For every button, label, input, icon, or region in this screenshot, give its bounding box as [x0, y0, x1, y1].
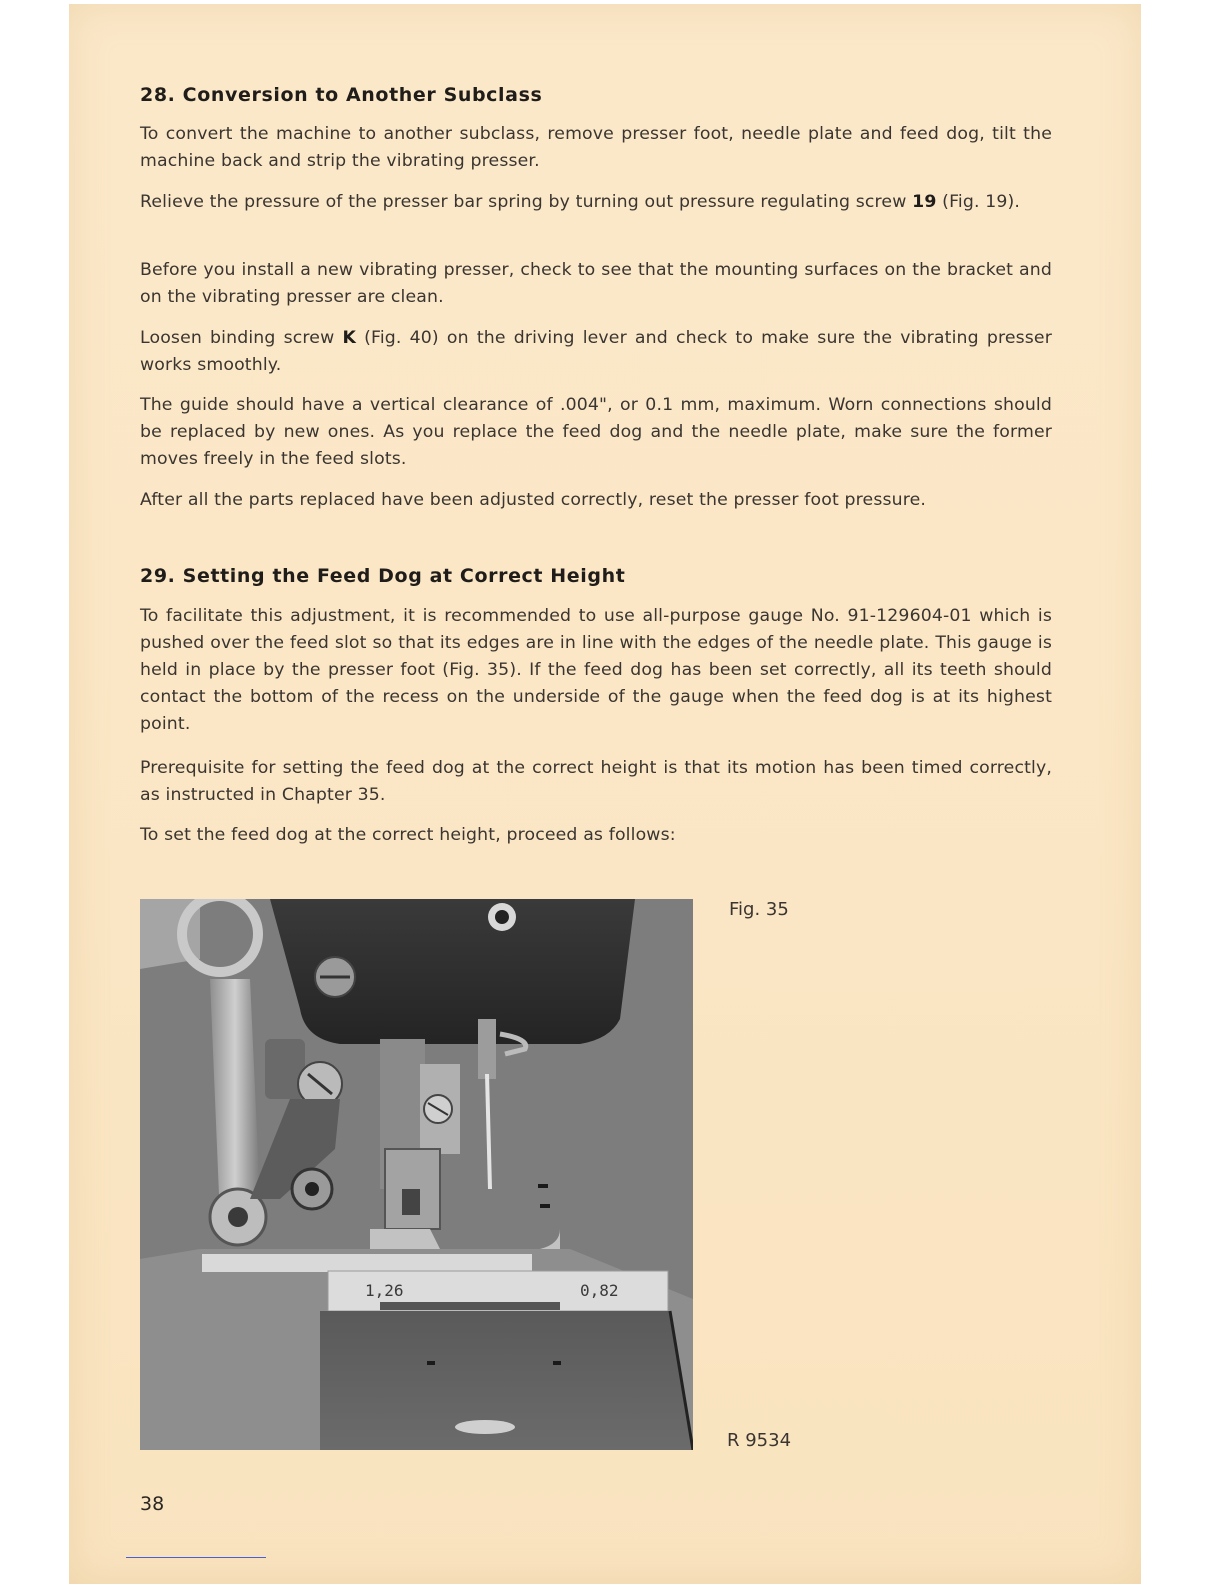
section-29-paragraph-2: Prerequisite for setting the feed dog at the correct height is that its motion has been timed correctly, as instructed in Chapter 35. — [140, 758, 1052, 805]
section-28-heading: 28. Conversion to Another Subclass — [140, 84, 543, 106]
sewing-machine-presser-foot-illustration — [140, 899, 693, 1450]
figure-35-photo — [140, 899, 693, 1450]
section-28-paragraph-6: After all the parts replaced have been adjusted correctly, reset the presser foot pressure. — [140, 490, 927, 510]
footer-rule — [126, 1557, 266, 1558]
gauge-label-right: 0,82 — [580, 1281, 619, 1300]
section-28-paragraph-4 — [140, 325, 1052, 379]
binding-screw-letter: K — [342, 328, 356, 348]
section-28-paragraph-3: Before you install a new vibrating presser, check to see that the mounting surfaces on the bracket and on the vibrating presser are clean. — [140, 260, 1052, 307]
figure-reference: R 9534 — [727, 1430, 792, 1451]
gauge-label-left: 1,26 — [365, 1281, 404, 1300]
section-28-paragraph-1: To convert the machine to another subclass, remove presser foot, needle plate and feed dog, tilt the machine back and strip the vibrating presser. — [140, 124, 1052, 171]
figure-label: Fig. 35 — [729, 899, 789, 920]
section-28-paragraph-2 — [140, 189, 1052, 216]
screw-number: 19 — [912, 192, 937, 212]
paragraph-2-text: Relieve the pressure of the presser bar spring by turning out pressure regulating screw — [140, 192, 907, 212]
section-29-paragraph-3: To set the feed dog at the correct height, proceed as follows: — [140, 825, 676, 845]
paragraph-2-figref: (Fig. 19). — [942, 192, 1021, 212]
section-29-heading: 29. Setting the Feed Dog at Correct Height — [140, 565, 626, 587]
section-29-paragraph-1: To facilitate this adjustment, it is recommended to use all-purpose gauge No. 91-129604-01 which is pushed over the feed slot so that its edges are in line with the edges of the needle plate. This gauge is held in place by the presser foot (Fig. 35). If the feed dog has been set correctly, all its teeth should contact the bottom of the recess on the underside of the gauge when the feed dog is at its highest point. — [140, 606, 1052, 734]
paragraph-4-text: Loosen binding screw — [140, 328, 335, 348]
page-number: 38 — [140, 1493, 165, 1515]
paragraph-4-rest: (Fig. 40) on the driving lever and check to make sure the vibrating presser works smoothly. — [140, 328, 1052, 375]
section-28-paragraph-5: The guide should have a vertical clearance of .004", or 0.1 mm, maximum. Worn connections should be replaced by new ones. As you replace the feed dog and the needle plate, make sure the former moves freely in the feed slots. — [140, 395, 1052, 469]
